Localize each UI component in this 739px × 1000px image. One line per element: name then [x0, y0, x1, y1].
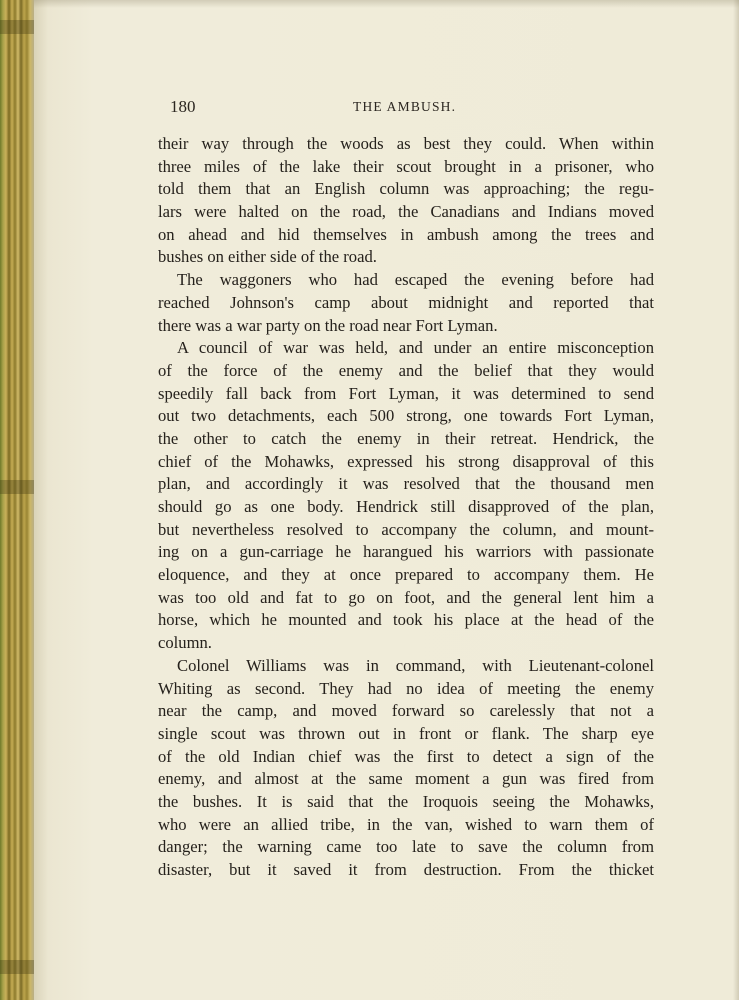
text-line: on ahead and hid themselves in ambush among the trees and — [158, 224, 654, 244]
text-line: enemy, and almost at the same moment a gun was fired from — [158, 769, 654, 789]
text-line: was too old and fat to go on foot, and the general lent him a — [158, 587, 654, 607]
text-line: Whiting as second. They had no idea of meeting the enemy — [158, 678, 654, 698]
text-line: single scout was thrown out in front or flank. The sharp eye — [158, 723, 654, 743]
text-line: told them that an English column was approaching; the regu- — [158, 179, 654, 199]
text-line: danger; the warning came too late to save the column from — [158, 837, 654, 857]
page-top-edge — [34, 0, 739, 8]
page-header — [170, 97, 654, 121]
text-line: speedily fall back from Fort Lyman, it was determined to send — [158, 383, 654, 403]
body-text — [158, 133, 654, 882]
text-line: who were an allied tribe, in the van, wished to warn them of — [158, 814, 654, 834]
text-line: plan, and accordingly it was resolved that the thousand men — [158, 474, 654, 494]
text-line: the other to catch the enemy in their retreat. Hendrick, the — [158, 428, 654, 448]
book-binding — [0, 0, 34, 1000]
binding-band — [0, 480, 34, 494]
text-line: chief of the Mohawks, expressed his strong disapproval of this — [158, 451, 654, 471]
text-line: ing on a gun-carriage he harangued his warriors with passionate — [158, 542, 654, 562]
text-line: Colonel Williams was in command, with Lieutenant-colonel — [177, 655, 654, 675]
page-number: 180 — [170, 97, 196, 116]
text-line: but nevertheless resolved to accompany the column, and mount- — [158, 519, 654, 539]
text-line: three miles of the lake their scout brought in a prisoner, who — [158, 156, 654, 176]
text-line: column. — [158, 633, 212, 653]
text-line: reached Johnson's camp about midnight and reported that — [158, 292, 654, 312]
page-right-edge — [733, 0, 739, 1000]
text-line: bushes on either side of the road. — [158, 247, 377, 267]
binding-band — [0, 960, 34, 974]
text-line: of the force of the enemy and the belief that they would — [158, 360, 654, 380]
text-line: of the old Indian chief was the first to detect a sign of the — [158, 746, 654, 766]
binding-band — [0, 20, 34, 34]
running-head: THE AMBUSH. — [353, 99, 457, 114]
text-line: near the camp, and moved forward so carelessly that not a — [158, 701, 654, 721]
text-line: should go as one body. Hendrick still disapproved of the plan, — [158, 497, 654, 516]
text-line: lars were halted on the road, the Canadians and Indians moved — [158, 202, 654, 222]
text-line: disaster, but it saved it from destruction. From the thicket — [158, 860, 654, 879]
text-line: there was a war party on the road near Fort Lyman. — [158, 315, 498, 335]
text-line: The waggoners who had escaped the evening before had — [177, 270, 654, 290]
text-line: out two detachments, each 500 strong, one towards Fort Lyman, — [158, 406, 654, 426]
text-line: their way through the woods as best they could. When within — [158, 134, 654, 153]
text-line: eloquence, and they at once prepared to accompany them. He — [158, 565, 654, 585]
text-line: horse, which he mounted and took his place at the head of the — [158, 610, 654, 630]
text-line: A council of war was held, and under an entire misconception — [177, 338, 654, 358]
text-line: the bushes. It is said that the Iroquois seeing the Mohawks, — [158, 791, 654, 811]
